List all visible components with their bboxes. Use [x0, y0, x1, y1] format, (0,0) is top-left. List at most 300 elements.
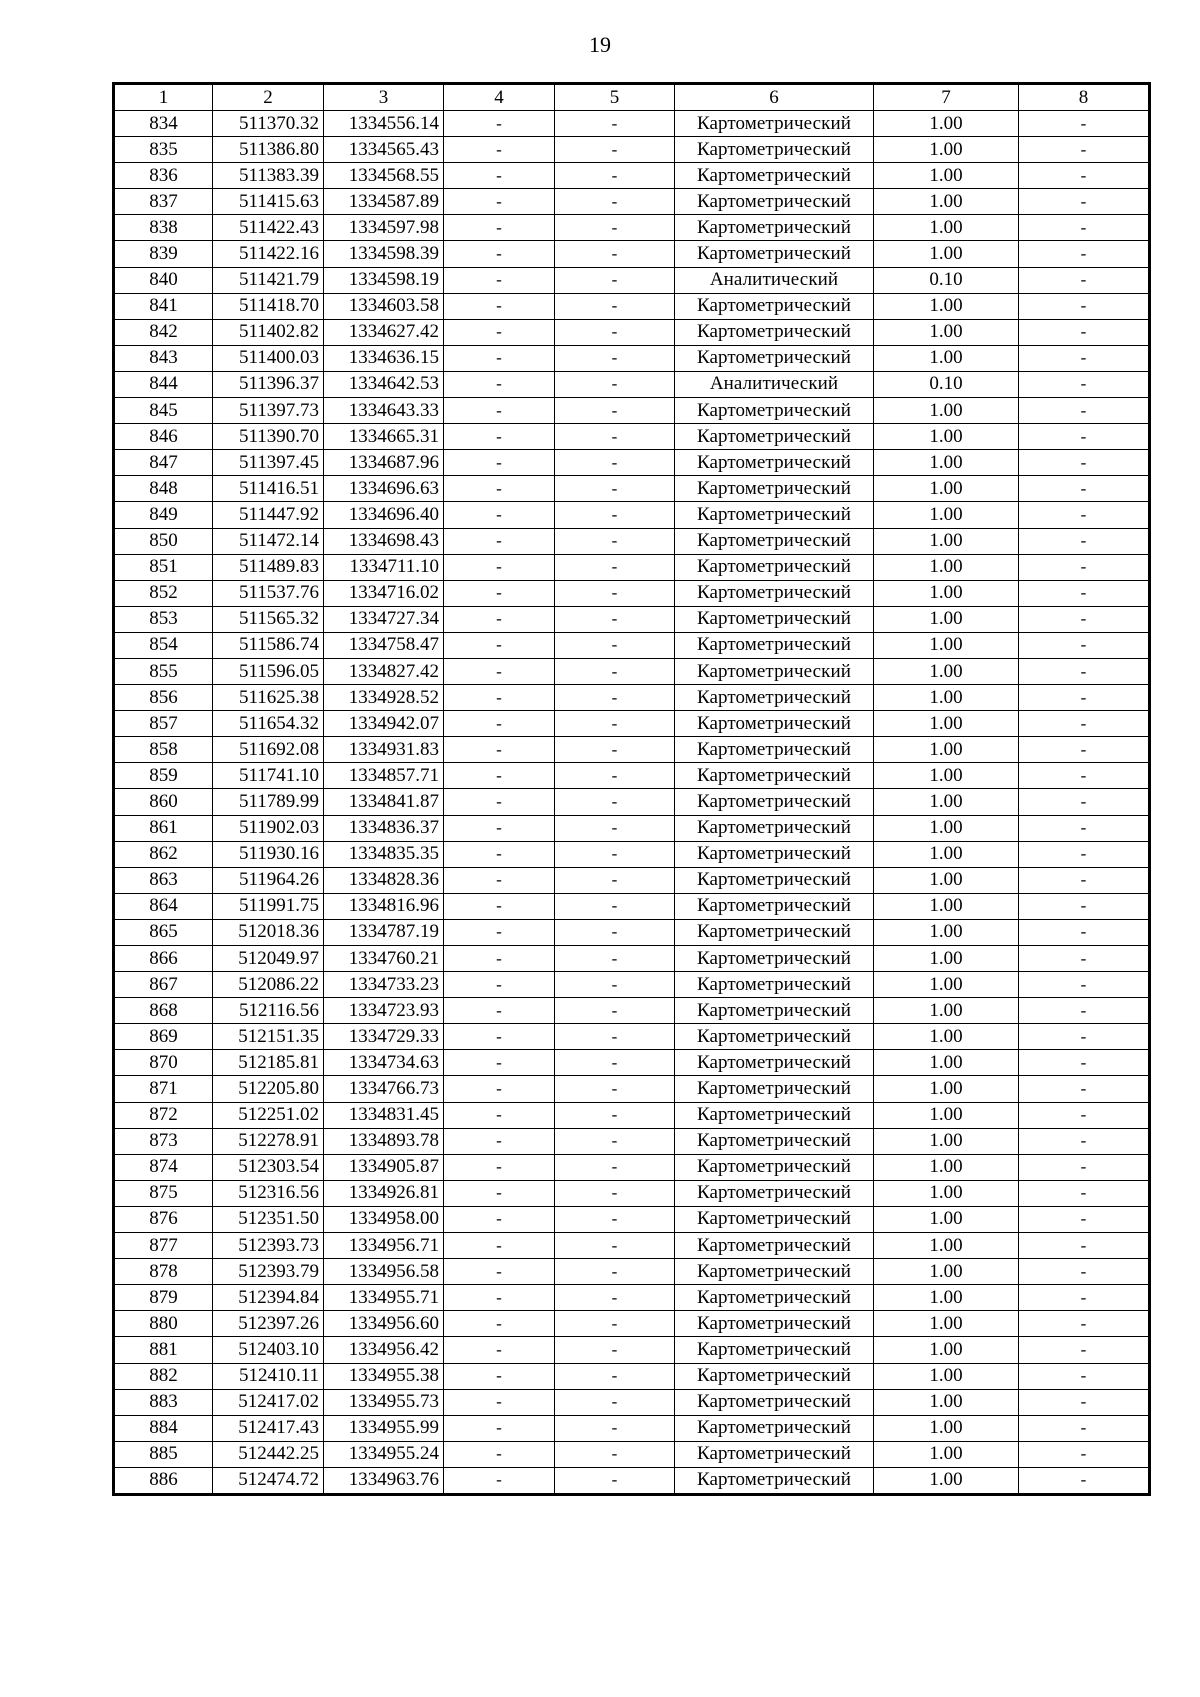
column-5-cell: - [555, 711, 675, 737]
column-8-cell: - [1019, 946, 1149, 972]
column-5-cell: - [555, 450, 675, 476]
table-row [115, 528, 1149, 554]
y-coordinate-cell: 1334665.31 [324, 424, 444, 450]
column-8-cell: - [1019, 711, 1149, 737]
table-row [115, 919, 1149, 945]
table-row [115, 1337, 1149, 1363]
y-coordinate-cell: 1334729.33 [324, 1024, 444, 1050]
column-8-cell: - [1019, 1363, 1149, 1389]
point-number-cell: 853 [115, 606, 213, 632]
method-cell: Картометрический [675, 319, 874, 345]
column-8-cell: - [1019, 1337, 1149, 1363]
point-number-cell: 852 [115, 580, 213, 606]
column-8-cell: - [1019, 554, 1149, 580]
column-4-cell: - [444, 841, 555, 867]
column-4-cell: - [444, 658, 555, 684]
method-cell: Картометрический [675, 1441, 874, 1467]
x-coordinate-cell: 512351.50 [213, 1206, 324, 1232]
y-coordinate-cell: 1334733.23 [324, 972, 444, 998]
method-cell: Картометрический [675, 632, 874, 658]
x-coordinate-cell: 511537.76 [213, 580, 324, 606]
point-number-cell: 835 [115, 137, 213, 163]
table-row [115, 1154, 1149, 1180]
column-header: 3 [324, 85, 444, 111]
point-number-cell: 850 [115, 528, 213, 554]
x-coordinate-cell: 511415.63 [213, 189, 324, 215]
column-4-cell: - [444, 789, 555, 815]
column-5-cell: - [555, 215, 675, 241]
y-coordinate-cell: 1334758.47 [324, 632, 444, 658]
point-number-cell: 837 [115, 189, 213, 215]
column-8-cell: - [1019, 1206, 1149, 1232]
column-8-cell: - [1019, 1102, 1149, 1128]
y-coordinate-cell: 1334857.71 [324, 763, 444, 789]
method-cell: Картометрический [675, 241, 874, 267]
column-8-cell: - [1019, 685, 1149, 711]
column-8-cell: - [1019, 606, 1149, 632]
accuracy-cell: 1.00 [874, 215, 1019, 241]
y-coordinate-cell: 1334727.34 [324, 606, 444, 632]
y-coordinate-cell: 1334723.93 [324, 998, 444, 1024]
accuracy-cell: 1.00 [874, 711, 1019, 737]
table-row [115, 867, 1149, 893]
table-row [115, 1233, 1149, 1259]
accuracy-cell: 1.00 [874, 1102, 1019, 1128]
column-5-cell: - [555, 293, 675, 319]
accuracy-cell: 1.00 [874, 319, 1019, 345]
method-cell: Картометрический [675, 789, 874, 815]
x-coordinate-cell: 512116.56 [213, 998, 324, 1024]
column-4-cell: - [444, 189, 555, 215]
column-4-cell: - [444, 450, 555, 476]
column-4-cell: - [444, 267, 555, 293]
column-5-cell: - [555, 841, 675, 867]
column-8-cell: - [1019, 293, 1149, 319]
point-number-cell: 883 [115, 1389, 213, 1415]
column-4-cell: - [444, 998, 555, 1024]
x-coordinate-cell: 512018.36 [213, 919, 324, 945]
method-cell: Картометрический [675, 1363, 874, 1389]
y-coordinate-cell: 1334831.45 [324, 1102, 444, 1128]
table-row [115, 580, 1149, 606]
column-4-cell: - [444, 371, 555, 397]
point-number-cell: 873 [115, 1128, 213, 1154]
method-cell: Картометрический [675, 658, 874, 684]
column-5-cell: - [555, 1050, 675, 1076]
y-coordinate-cell: 1334636.15 [324, 345, 444, 371]
column-8-cell: - [1019, 137, 1149, 163]
method-cell: Картометрический [675, 606, 874, 632]
column-8-cell: - [1019, 1285, 1149, 1311]
y-coordinate-cell: 1334787.19 [324, 919, 444, 945]
column-header: 5 [555, 85, 675, 111]
accuracy-cell: 1.00 [874, 1076, 1019, 1102]
y-coordinate-cell: 1334905.87 [324, 1154, 444, 1180]
x-coordinate-cell: 511390.70 [213, 424, 324, 450]
x-coordinate-cell: 511964.26 [213, 867, 324, 893]
column-8-cell: - [1019, 111, 1149, 137]
accuracy-cell: 1.00 [874, 685, 1019, 711]
y-coordinate-cell: 1334827.42 [324, 658, 444, 684]
table-row [115, 1128, 1149, 1154]
x-coordinate-cell: 511586.74 [213, 632, 324, 658]
accuracy-cell: 1.00 [874, 1441, 1019, 1467]
accuracy-cell: 1.00 [874, 789, 1019, 815]
point-number-cell: 865 [115, 919, 213, 945]
y-coordinate-cell: 1334955.38 [324, 1363, 444, 1389]
x-coordinate-cell: 511692.08 [213, 737, 324, 763]
column-4-cell: - [444, 1467, 555, 1493]
point-number-cell: 881 [115, 1337, 213, 1363]
point-number-cell: 882 [115, 1363, 213, 1389]
accuracy-cell: 1.00 [874, 1180, 1019, 1206]
point-number-cell: 836 [115, 163, 213, 189]
accuracy-cell: 1.00 [874, 450, 1019, 476]
table-row [115, 476, 1149, 502]
column-8-cell: - [1019, 1311, 1149, 1337]
point-number-cell: 872 [115, 1102, 213, 1128]
y-coordinate-cell: 1334841.87 [324, 789, 444, 815]
column-5-cell: - [555, 163, 675, 189]
point-number-cell: 870 [115, 1050, 213, 1076]
x-coordinate-cell: 511596.05 [213, 658, 324, 684]
column-header: 7 [874, 85, 1019, 111]
column-4-cell: - [444, 606, 555, 632]
accuracy-cell: 1.00 [874, 111, 1019, 137]
x-coordinate-cell: 512403.10 [213, 1337, 324, 1363]
table-row [115, 345, 1149, 371]
column-5-cell: - [555, 424, 675, 450]
column-4-cell: - [444, 946, 555, 972]
point-number-cell: 855 [115, 658, 213, 684]
point-number-cell: 849 [115, 502, 213, 528]
column-5-cell: - [555, 371, 675, 397]
accuracy-cell: 0.10 [874, 371, 1019, 397]
column-8-cell: - [1019, 502, 1149, 528]
accuracy-cell: 1.00 [874, 1285, 1019, 1311]
point-number-cell: 843 [115, 345, 213, 371]
x-coordinate-cell: 512474.72 [213, 1467, 324, 1493]
table-row [115, 1311, 1149, 1337]
column-4-cell: - [444, 424, 555, 450]
method-cell: Картометрический [675, 293, 874, 319]
table-row [115, 1259, 1149, 1285]
y-coordinate-cell: 1334565.43 [324, 137, 444, 163]
table-row [115, 1441, 1149, 1467]
table-row [115, 737, 1149, 763]
column-8-cell: - [1019, 919, 1149, 945]
column-8-cell: - [1019, 163, 1149, 189]
method-cell: Картометрический [675, 1102, 874, 1128]
column-4-cell: - [444, 528, 555, 554]
column-5-cell: - [555, 998, 675, 1024]
point-number-cell: 878 [115, 1259, 213, 1285]
table-row [115, 815, 1149, 841]
column-8-cell: - [1019, 972, 1149, 998]
method-cell: Картометрический [675, 580, 874, 606]
point-number-cell: 863 [115, 867, 213, 893]
y-coordinate-cell: 1334963.76 [324, 1467, 444, 1493]
column-4-cell: - [444, 737, 555, 763]
column-4-cell: - [444, 398, 555, 424]
column-8-cell: - [1019, 1180, 1149, 1206]
column-4-cell: - [444, 1128, 555, 1154]
column-5-cell: - [555, 1102, 675, 1128]
point-number-cell: 867 [115, 972, 213, 998]
accuracy-cell: 1.00 [874, 763, 1019, 789]
y-coordinate-cell: 1334687.96 [324, 450, 444, 476]
method-cell: Аналитический [675, 371, 874, 397]
column-8-cell: - [1019, 424, 1149, 450]
table-row [115, 137, 1149, 163]
column-5-cell: - [555, 919, 675, 945]
accuracy-cell: 1.00 [874, 1259, 1019, 1285]
method-cell: Картометрический [675, 502, 874, 528]
method-cell: Картометрический [675, 476, 874, 502]
y-coordinate-cell: 1334716.02 [324, 580, 444, 606]
column-8-cell: - [1019, 1076, 1149, 1102]
column-5-cell: - [555, 580, 675, 606]
column-5-cell: - [555, 1389, 675, 1415]
point-number-cell: 858 [115, 737, 213, 763]
accuracy-cell: 1.00 [874, 1415, 1019, 1441]
table-row [115, 1206, 1149, 1232]
table-row [115, 554, 1149, 580]
column-5-cell: - [555, 502, 675, 528]
accuracy-cell: 1.00 [874, 658, 1019, 684]
y-coordinate-cell: 1334766.73 [324, 1076, 444, 1102]
column-5-cell: - [555, 1285, 675, 1311]
point-number-cell: 862 [115, 841, 213, 867]
point-number-cell: 868 [115, 998, 213, 1024]
column-5-cell: - [555, 137, 675, 163]
column-header: 8 [1019, 85, 1149, 111]
point-number-cell: 864 [115, 893, 213, 919]
column-8-cell: - [1019, 1128, 1149, 1154]
method-cell: Картометрический [675, 528, 874, 554]
column-5-cell: - [555, 111, 675, 137]
accuracy-cell: 1.00 [874, 867, 1019, 893]
column-5-cell: - [555, 815, 675, 841]
column-5-cell: - [555, 1076, 675, 1102]
column-5-cell: - [555, 1441, 675, 1467]
y-coordinate-cell: 1334893.78 [324, 1128, 444, 1154]
point-number-cell: 840 [115, 267, 213, 293]
x-coordinate-cell: 512278.91 [213, 1128, 324, 1154]
point-number-cell: 859 [115, 763, 213, 789]
column-5-cell: - [555, 763, 675, 789]
table-row [115, 319, 1149, 345]
column-4-cell: - [444, 1206, 555, 1232]
accuracy-cell: 1.00 [874, 606, 1019, 632]
method-cell: Картометрический [675, 711, 874, 737]
column-header: 4 [444, 85, 555, 111]
column-8-cell: - [1019, 1050, 1149, 1076]
column-4-cell: - [444, 345, 555, 371]
method-cell: Картометрический [675, 345, 874, 371]
x-coordinate-cell: 511400.03 [213, 345, 324, 371]
table-row [115, 502, 1149, 528]
table-row [115, 685, 1149, 711]
column-8-cell: - [1019, 1467, 1149, 1493]
method-cell: Картометрический [675, 972, 874, 998]
column-4-cell: - [444, 1024, 555, 1050]
point-number-cell: 838 [115, 215, 213, 241]
column-4-cell: - [444, 632, 555, 658]
x-coordinate-cell: 512417.43 [213, 1415, 324, 1441]
column-5-cell: - [555, 1467, 675, 1493]
method-cell: Картометрический [675, 398, 874, 424]
x-coordinate-cell: 511397.73 [213, 398, 324, 424]
y-coordinate-cell: 1334955.24 [324, 1441, 444, 1467]
column-5-cell: - [555, 685, 675, 711]
column-4-cell: - [444, 476, 555, 502]
method-cell: Картометрический [675, 1206, 874, 1232]
accuracy-cell: 1.00 [874, 919, 1019, 945]
x-coordinate-cell: 511402.82 [213, 319, 324, 345]
y-coordinate-cell: 1334643.33 [324, 398, 444, 424]
column-8-cell: - [1019, 998, 1149, 1024]
accuracy-cell: 0.10 [874, 267, 1019, 293]
method-cell: Картометрический [675, 1467, 874, 1493]
column-8-cell: - [1019, 267, 1149, 293]
y-coordinate-cell: 1334598.39 [324, 241, 444, 267]
x-coordinate-cell: 512049.97 [213, 946, 324, 972]
column-4-cell: - [444, 1233, 555, 1259]
table-row [115, 189, 1149, 215]
y-coordinate-cell: 1334568.55 [324, 163, 444, 189]
column-4-cell: - [444, 293, 555, 319]
point-number-cell: 875 [115, 1180, 213, 1206]
column-4-cell: - [444, 554, 555, 580]
y-coordinate-cell: 1334603.58 [324, 293, 444, 319]
point-number-cell: 846 [115, 424, 213, 450]
y-coordinate-cell: 1334734.63 [324, 1050, 444, 1076]
x-coordinate-cell: 511565.32 [213, 606, 324, 632]
method-cell: Картометрический [675, 1180, 874, 1206]
point-number-cell: 866 [115, 946, 213, 972]
point-number-cell: 848 [115, 476, 213, 502]
column-8-cell: - [1019, 841, 1149, 867]
table-body [115, 111, 1149, 1494]
accuracy-cell: 1.00 [874, 893, 1019, 919]
column-5-cell: - [555, 241, 675, 267]
column-4-cell: - [444, 1102, 555, 1128]
column-5-cell: - [555, 1337, 675, 1363]
y-coordinate-cell: 1334696.63 [324, 476, 444, 502]
x-coordinate-cell: 511625.38 [213, 685, 324, 711]
table-row [115, 1024, 1149, 1050]
table-row [115, 1102, 1149, 1128]
table-row [115, 946, 1149, 972]
method-cell: Картометрический [675, 111, 874, 137]
method-cell: Картометрический [675, 1389, 874, 1415]
point-number-cell: 861 [115, 815, 213, 841]
method-cell: Картометрический [675, 998, 874, 1024]
y-coordinate-cell: 1334956.71 [324, 1233, 444, 1259]
column-4-cell: - [444, 1180, 555, 1206]
accuracy-cell: 1.00 [874, 580, 1019, 606]
column-5-cell: - [555, 893, 675, 919]
accuracy-cell: 1.00 [874, 946, 1019, 972]
x-coordinate-cell: 511902.03 [213, 815, 324, 841]
point-number-cell: 851 [115, 554, 213, 580]
column-8-cell: - [1019, 450, 1149, 476]
column-8-cell: - [1019, 319, 1149, 345]
table-row [115, 711, 1149, 737]
y-coordinate-cell: 1334955.71 [324, 1285, 444, 1311]
column-5-cell: - [555, 345, 675, 371]
column-8-cell: - [1019, 1259, 1149, 1285]
column-5-cell: - [555, 946, 675, 972]
column-5-cell: - [555, 658, 675, 684]
column-5-cell: - [555, 1206, 675, 1232]
method-cell: Картометрический [675, 919, 874, 945]
x-coordinate-cell: 511421.79 [213, 267, 324, 293]
accuracy-cell: 1.00 [874, 163, 1019, 189]
method-cell: Картометрический [675, 841, 874, 867]
column-5-cell: - [555, 554, 675, 580]
column-5-cell: - [555, 1024, 675, 1050]
column-4-cell: - [444, 1389, 555, 1415]
method-cell: Картометрический [675, 763, 874, 789]
column-5-cell: - [555, 1233, 675, 1259]
accuracy-cell: 1.00 [874, 398, 1019, 424]
table-row [115, 450, 1149, 476]
method-cell: Картометрический [675, 1337, 874, 1363]
accuracy-cell: 1.00 [874, 1311, 1019, 1337]
column-5-cell: - [555, 476, 675, 502]
column-4-cell: - [444, 1311, 555, 1337]
y-coordinate-cell: 1334958.00 [324, 1206, 444, 1232]
point-number-cell: 879 [115, 1285, 213, 1311]
method-cell: Картометрический [675, 737, 874, 763]
column-8-cell: - [1019, 580, 1149, 606]
table-row [115, 658, 1149, 684]
accuracy-cell: 1.00 [874, 1389, 1019, 1415]
column-5-cell: - [555, 319, 675, 345]
y-coordinate-cell: 1334928.52 [324, 685, 444, 711]
table-row [115, 841, 1149, 867]
accuracy-cell: 1.00 [874, 1363, 1019, 1389]
method-cell: Картометрический [675, 1050, 874, 1076]
point-number-cell: 839 [115, 241, 213, 267]
column-4-cell: - [444, 893, 555, 919]
column-4-cell: - [444, 685, 555, 711]
x-coordinate-cell: 511789.99 [213, 789, 324, 815]
accuracy-cell: 1.00 [874, 424, 1019, 450]
table-row [115, 398, 1149, 424]
table-row [115, 371, 1149, 397]
x-coordinate-cell: 512151.35 [213, 1024, 324, 1050]
column-4-cell: - [444, 1076, 555, 1102]
y-coordinate-cell: 1334816.96 [324, 893, 444, 919]
x-coordinate-cell: 511489.83 [213, 554, 324, 580]
column-5-cell: - [555, 398, 675, 424]
column-8-cell: - [1019, 241, 1149, 267]
table-row [115, 1076, 1149, 1102]
y-coordinate-cell: 1334835.35 [324, 841, 444, 867]
column-4-cell: - [444, 580, 555, 606]
y-coordinate-cell: 1334828.36 [324, 867, 444, 893]
point-number-cell: 841 [115, 293, 213, 319]
column-8-cell: - [1019, 658, 1149, 684]
y-coordinate-cell: 1334711.10 [324, 554, 444, 580]
x-coordinate-cell: 511396.37 [213, 371, 324, 397]
table-row [115, 424, 1149, 450]
method-cell: Картометрический [675, 137, 874, 163]
method-cell: Картометрический [675, 1128, 874, 1154]
